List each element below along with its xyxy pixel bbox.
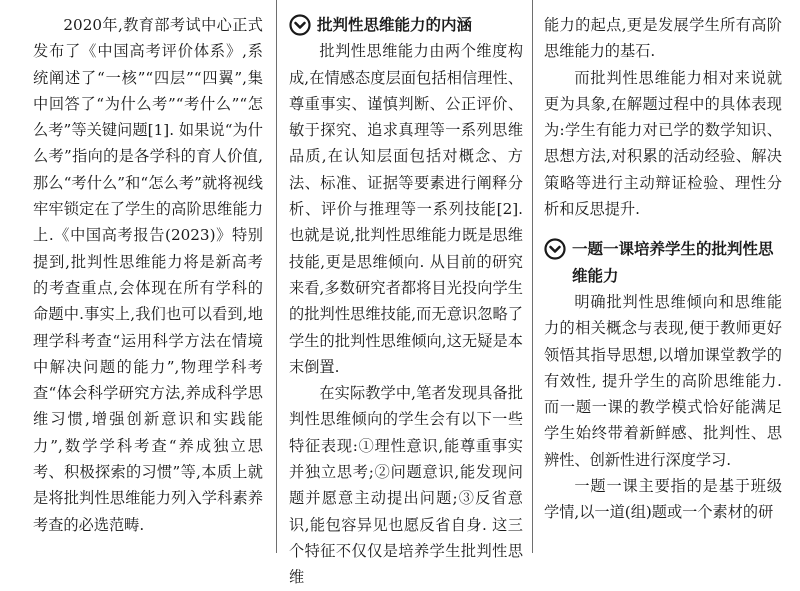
col3-paragraph-2: 而批判性思维能力相对来说就更为具象,在解题过程中的具体表现为:学生有能力对已学的数学知识、思想方法,对积累的活动经验、解决策略等进行主动辩证检验、理性分析和反思提升. xyxy=(544,68,782,219)
col2-paragraph-2: 在实际教学中,笔者发现具备批判性思维倾向的学生会有以下一些特征表现:①理性意识,能尊重事实并独立思考;②问题意识,能发现问题并愿意主动提出问题;③反省意识,能包容异见也愿反省自身. 这三个特征不仅仅是培养学生批判性思维 xyxy=(289,384,523,587)
col3-paragraph-4: 一题一课主要指的是基于班级学情,以一道(组)题或一个素材的研 xyxy=(544,477,782,522)
col3-paragraph-1: 能力的起点,更是发展学生所有高阶思维能力的基石. xyxy=(544,16,782,61)
section-spacer xyxy=(544,222,782,236)
column-1 xyxy=(33,12,263,538)
column-divider-right xyxy=(532,0,533,553)
section-heading-text: 一题一课培养学生的批判性思维能力 xyxy=(572,240,774,285)
col1-paragraph-1: 2020年,教育部考试中心正式发布了《中国高考评价体系》,系统阐述了“一核”“四层”“四翼”,集中回答了“为什么考”“考什么”“怎么考”等关键问题[1]. 如果说“为什么考”指向的是各学科的育人价值,那么“考什么”和“怎么考”就将视线牢牢锁定在了学生的高阶思维能力上.《中国高考报告(2023)》特别提到,批判性思维能力将是新高考的考查重点,会体现在所有学科的命题中.事实上,我们也可以看到,地理学科考查“运用科学方法在情境中解决问题的能力”,物理学科考查“体会科学研究方法,养成科学思维习惯,增强创新意识和实践能力”,数学学科考查“养成独立思考、积极探索的习惯”等,本质上就是将批判性思维能力列入学科素养考查的必选范畴. xyxy=(33,16,263,534)
section-arrow-icon xyxy=(289,14,311,36)
section-heading-critical-thinking-meaning xyxy=(289,12,523,38)
column-divider-left xyxy=(276,0,277,553)
col2-paragraph-1: 批判性思维能力由两个维度构成,在情感态度层面包括相信理性、尊重事实、谨慎判断、公正评价、敏于探究、追求真理等一系列思维品质,在认知层面包括对概念、方法、标准、证据等要素进行阐释分析、评价与推理等一系列技能[2]. 也就是说,批判性思维能力既是思维技能,更是思维倾向. 从目前的研究来看,多数研究者都将目光投向学生的批判性思维技能,而无意识忽略了学生的批判性思维倾向,这无疑是本末倒置. xyxy=(289,42,523,376)
column-3 xyxy=(544,12,782,526)
col3-paragraph-3: 明确批判性思维倾向和思维能力的相关概念与表现,便于教师更好领悟其指导思想,以增加课堂教学的有效性, 提升学生的高阶思维能力. 而一题一课的教学模式恰好能满足学生始终带着新鲜感、批判性、思辨性、创新性进行深度学习. xyxy=(544,292,782,469)
column-2 xyxy=(289,12,523,591)
section-heading-text: 批判性思维能力的内涵 xyxy=(317,16,473,34)
section-arrow-icon xyxy=(544,238,566,260)
section-heading-one-problem-one-lesson xyxy=(544,236,782,289)
